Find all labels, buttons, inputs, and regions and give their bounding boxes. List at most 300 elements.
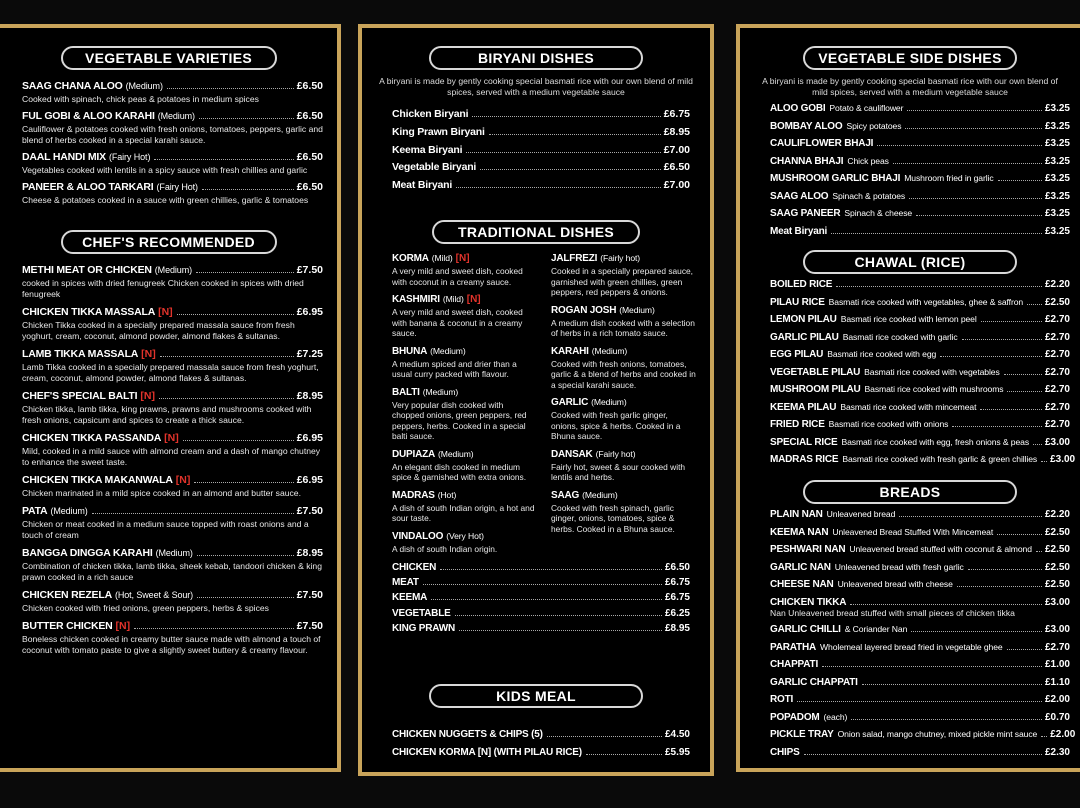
menu-item-price: £2.20 [1044,509,1070,520]
dot-leader [909,198,1042,199]
menu-item-note: Basmati rice cooked with egg, fresh onions & peas [841,436,1030,447]
menu-item [392,590,690,605]
menu-item [392,606,690,621]
dot-leader [968,569,1042,570]
dish-description: Cooked with fresh spinach, garlic ginger, onions, tomatoes, spice & herbs. Cooked in a Bhuna sauce. [551,502,675,534]
menu-item [770,153,1070,171]
menu-item-description: Nan Unleavened bread stuffed with small pieces of chicken tikka [770,608,1015,618]
dish-description: Cooked with fresh onions, tomatoes, garlic & a blend of herbs and cooked in a special karahi sauce. [551,358,696,390]
dot-leader [154,159,293,160]
menu-item [22,547,323,583]
menu-item-price: £1.00 [1044,659,1070,670]
menu-item-name: BUTTER CHICKEN [22,620,113,632]
menu-item-row [770,188,1070,206]
menu-item-note: (Medium) [154,265,192,275]
menu-item-name: KEEMA [392,592,428,604]
dish-item [551,304,696,339]
dish-note: (Medium) [591,397,627,407]
dish-note: (Medium) [438,448,474,459]
dish-description: Cooked in a specially prepared sauce, garnished with green chillies, green peppers, red peppers & onions. [551,266,693,297]
dot-leader [177,314,294,315]
menu-item-price: £6.50 [296,80,323,92]
dot-leader [1007,649,1042,650]
menu-item-price: £8.95 [296,547,323,559]
menu-item-price: £6.75 [664,592,690,604]
menu-item [392,159,690,177]
menu-item-description: Chicken tikka, lamb tikka, king prawns, prawns and mushrooms cooked with fresh onions, capsicum and spices to create a thick sauce. [22,404,312,425]
menu-item-row [770,100,1070,118]
menu-item-price: £7.50 [296,620,323,632]
section-heading: VEGETABLE VARIETIES [61,46,277,70]
menu-item [392,106,690,124]
menu-item-price: £2.20 [1044,279,1070,290]
menu-item [22,110,323,146]
menu-item [770,223,1070,241]
menu-item-row [770,726,1076,744]
menu-item [770,744,1070,762]
menu-item-name: SAAG PANEER [770,208,841,219]
menu-item [22,432,323,468]
menu-item-row [22,390,323,403]
dot-leader [197,597,294,598]
section-breads [740,480,1080,761]
dish-note: (Hot) [437,489,457,500]
dot-leader [167,88,294,89]
menu-item-price: £3.00 [1044,436,1070,448]
dish-description: Very popular dish cooked with chopped onions, green peppers, red peppers, herbs. Cooked in a special balti sauce. [392,399,527,441]
menu-item-row [770,506,1070,524]
section-biryani [362,46,710,195]
dot-leader [456,187,661,188]
section-heading: CHAWAL (RICE) [803,250,1017,274]
menu-item-name: CHEF'S SPECIAL BALTI [22,390,138,402]
menu-item-name: BOILED RICE [770,279,833,290]
menu-item-name: GARLIC NAN [770,561,831,573]
menu-panel-right [736,24,1080,772]
menu-item-note: Unleavened bread with cheese [837,579,953,589]
dish-name: MADRAS [392,489,435,501]
menu-panel-left [0,24,341,772]
menu-item-price: £2.30 [1044,746,1070,758]
menu-item-description: Chicken cooked with fried onions, green peppers, herbs & spices [22,603,269,613]
menu-item-name: GARLIC PILAU [770,331,839,343]
section-heading: KIDS MEAL [429,684,643,708]
dish-item-row [392,448,537,461]
menu-item [22,264,323,300]
menu-item-price: £3.25 [1044,190,1070,202]
menu-item-name: LAMB TIKKA MASSALA [22,348,139,360]
menu-item [770,276,1070,294]
menu-item-row [392,177,690,195]
dot-leader [911,631,1042,632]
dot-leader [797,701,1042,702]
menu-item-note: Basmati rice cooked with garlic [842,331,958,342]
menu-item [770,621,1070,639]
menu-item-name: EGG PILAU [770,349,824,360]
dish-note: (Very Hot) [446,530,484,541]
menu-item-note: Spinach & potatoes [832,190,906,201]
menu-item [392,177,690,195]
dot-leader [899,516,1042,517]
menu-item-note: Unleavened bread [826,509,896,519]
menu-item-price: £6.50 [296,181,323,193]
menu-item-row [770,656,1070,674]
dish-item [551,489,696,535]
menu-item-name: PILAU RICE [770,296,825,308]
section-kids-meal [362,684,710,762]
menu-item-row [770,223,1070,241]
menu-item-note: Basmati rice cooked with onions [828,419,949,429]
menu-item-description: Lamb Tikka cooked in a specially prepared massala sauce from fresh yoghurt, cream, coconut, almond powder, almond flakes & sultanas. [22,362,319,383]
dot-leader [183,440,294,441]
menu-item [770,100,1070,118]
dish-description: Cooked with fresh garlic ginger, onions, spice & herbs. Cooked in a Bhuna sauce. [551,410,681,441]
menu-item-row [22,151,323,164]
menu-item-row [392,159,690,177]
menu-item-price: £2.50 [1044,579,1070,590]
dish-note: (Fairly hot) [595,448,636,459]
menu-item-price: £6.50 [296,110,323,122]
menu-item-name: Chicken Biryani [392,108,469,120]
menu-item-row [22,620,323,633]
dish-note: (Medium) [619,304,655,315]
menu-item-note: Spinach & cheese [844,208,913,218]
menu-item-price: £3.00 [1044,624,1070,635]
menu-item-row [770,346,1070,364]
menu-item-price: £3.25 [1044,120,1070,132]
section-intro: A biryani is made by gently cooking special basmati rice with our own blend of mild spices, served with a medium vegetable sauce [379,76,693,97]
dot-leader [851,719,1042,720]
dish-item-row [392,489,537,502]
menu-item-row [770,691,1070,709]
menu-item-row [770,364,1070,382]
dot-leader [423,584,662,585]
menu-item-price: £7.25 [296,348,323,360]
menu-item-row [392,142,690,160]
dish-item [392,489,537,524]
dish-item-row [392,386,537,399]
dish-item-row [392,345,537,358]
menu-item-price: £6.95 [296,306,323,318]
dot-leader [472,116,660,117]
menu-item-price: £2.50 [1044,526,1070,538]
menu-item-name: Meat Biryani [770,225,828,237]
dot-leader [831,233,1042,234]
dish-item [392,448,537,483]
dot-leader [905,128,1042,129]
dot-leader [431,599,662,600]
menu-item [770,576,1070,594]
nut-badge: [N] [141,348,156,360]
menu-item-row [770,381,1070,399]
section-rice [740,250,1080,469]
menu-item-name: MEAT [392,577,419,589]
menu-item-name: BOMBAY ALOO [770,120,843,132]
dish-item [551,252,696,298]
menu-item-description: Chicken or meat cooked in a medium sauce topped with roast onions and a touch of cream [22,519,309,540]
dish-description: A dish of south Indian origin, a hot and sour taste. [392,502,535,523]
menu-item-price: £6.25 [664,607,690,619]
menu-item [770,311,1070,329]
menu-item-name: MUSHROOM PILAU [770,384,861,395]
dish-description: An elegant dish cooked in medium spice & garnished with extra onions. [392,461,527,482]
menu-item-price: £2.70 [1044,384,1070,395]
nut-badge: [N] [115,620,131,632]
dot-leader [980,409,1042,410]
menu-item-name: SAAG CHANA ALOO [22,80,123,92]
menu-item-name: MADRAS RICE [770,454,839,465]
menu-item-name: CHIPS [770,746,800,758]
menu-item-description: Vegetables cooked with lentils in a spicy sauce with fresh chillies and garlic [22,165,308,175]
menu-item-row [770,205,1070,223]
dish-item [392,386,537,442]
dish-description: A very mild and sweet dish, cooked with coconut in a creamy sauce. [392,266,523,287]
dish-item [392,252,537,287]
dot-leader [199,118,294,119]
menu-item-row [22,505,323,518]
menu-item-price: £2.70 [1044,401,1070,413]
menu-item-price: £8.95 [664,622,690,634]
menu-item-name: PANEER & ALOO TARKARI [22,181,154,193]
dot-leader [981,321,1042,322]
menu-item-name: GARLIC CHAPPATI [770,676,858,688]
menu-item [22,505,323,541]
menu-item-row [22,306,323,319]
menu-item-description: Chicken Tikka cooked in a specially prepared massala sauce from fresh yoghurt, cream, coconut, almond powder, almond flakes & sultanas. [22,320,295,341]
menu-item-name: CHEESE NAN [770,579,834,590]
dot-leader [134,628,294,629]
menu-item [22,80,323,105]
menu-item-name: PICKLE TRAY [770,729,834,740]
menu-item-price: £6.95 [296,432,323,444]
dot-leader [1033,444,1042,445]
dish-item-row [551,304,696,317]
menu-item-name: CHICKEN TIKKA PASSANDA [22,432,162,444]
section-heading: BIRYANI DISHES [429,46,643,70]
menu-item-note: (Medium) [155,548,193,558]
dish-item-row [551,252,696,265]
menu-item-row [392,575,690,590]
menu-item [392,744,690,762]
menu-item [22,306,323,342]
dish-note: (Mild) [431,253,453,263]
menu-item-price: £8.95 [663,125,690,138]
menu-item-row [770,434,1070,452]
menu-item-row [392,560,690,575]
dish-description: Fairly hot, sweet & sour cooked with lentils and herbs. [551,461,686,482]
section-intro: A biryani is made by gently cooking special basmati rice with our own blend of mild spices, served with a medium vegetable sauce [762,76,1058,97]
menu-item-price: £7.00 [663,143,690,156]
dish-name: VINDALOO [392,530,444,542]
dot-leader [997,534,1042,535]
menu-item-name: POPADOM [770,711,820,723]
menu-item-price: £2.70 [1044,366,1070,378]
dish-item-row [392,530,537,543]
menu-item-price: £2.70 [1044,419,1070,430]
menu-item-row [770,276,1070,294]
menu-item-note: Basmati rice cooked with vegetables [864,366,1000,377]
menu-item-price: £2.70 [1044,349,1070,360]
menu-item-note: (Medium) [157,111,195,121]
menu-item-row [770,559,1070,577]
menu-item-price: £3.25 [1044,155,1070,167]
menu-item [770,329,1070,347]
menu-item-description: Cheese & potatoes cooked in a sauce with green chillies, garlic & tomatoes [22,195,309,205]
menu-item-note: (Hot, Sweet & Sour) [114,590,194,600]
menu-item-row [770,621,1070,639]
menu-item-row [392,621,690,636]
menu-item-name: KEEMA PILAU [770,401,837,413]
dish-name: KASHMIRI [392,294,440,305]
menu-item [770,451,1076,469]
dish-name: KORMA [392,253,429,264]
menu-item-name: CHAPPATI [770,659,819,670]
menu-item-name: PESHWARI NAN [770,544,846,555]
menu-item [22,348,323,384]
menu-item-price: £5.95 [664,747,690,758]
menu-item [22,589,323,614]
menu-item-name: DAAL HANDI MIX [22,151,106,163]
menu-item-description: Combination of chicken tikka, lamb tikka, sheek kebab, tandoori chicken & king prawn cooked in a rich sauce [22,561,322,582]
nut-badge: [N] [455,253,470,264]
menu-item-note: (Fairy Hot) [108,152,151,162]
menu-item-note: Chick peas [847,155,889,166]
menu-item-name: PLAIN NAN [770,509,823,520]
dish-item-row [551,448,696,461]
menu-item [770,691,1070,709]
nut-badge: [N] [140,390,155,402]
dot-leader [159,398,294,399]
menu-item [770,381,1070,399]
menu-item-name: LEMON PILAU [770,314,837,325]
menu-item-price: £6.50 [296,151,323,163]
menu-item-description: Chicken marinated in a mild spice cooked in an almond and butter sauce. [22,488,301,498]
menu-item [770,135,1070,153]
menu-item [770,709,1070,727]
menu-item-row [770,451,1076,469]
menu-item-note: Basmati rice cooked with mincemeat [840,401,977,412]
section-heading: CHEF'S RECOMMENDED [61,230,277,254]
menu-item-name: KING PRAWN [392,622,456,634]
dish-item-row [392,252,537,265]
menu-item [770,639,1070,657]
menu-item-row [770,118,1070,136]
dish-name: BALTI [392,386,420,398]
menu-item-row [770,744,1070,762]
menu-item-note: Spicy potatoes [846,120,902,131]
menu-item-row [770,674,1070,692]
dish-description: A medium spiced and drier than a usual curry packed with flavour. [392,358,517,379]
menu-item-price: £2.70 [1044,314,1070,325]
dot-leader [466,152,660,153]
menu-item-name: CHICKEN NUGGETS & CHIPS (5) [392,729,543,740]
dish-note: (Medium) [430,345,466,356]
menu-item-price: £7.50 [296,589,323,601]
menu-item-price: £4.50 [664,729,690,740]
menu-item-row [392,106,690,124]
dot-leader [893,163,1042,164]
menu-item-note: & Coriander Nan [844,624,908,634]
menu-item-price: £6.75 [663,108,690,120]
menu-item-price: £3.25 [1044,103,1070,114]
menu-item-note: Onion salad, mango chutney, mixed pickle mint sauce [837,729,1038,739]
dot-leader [455,615,662,616]
menu-item-price: £3.00 [1044,596,1070,608]
dish-name: BHUNA [392,345,428,357]
menu-item-price: £7.50 [296,264,323,276]
menu-item [770,118,1070,136]
menu-item-price: £7.00 [663,179,690,192]
menu-item-price: £7.50 [296,505,323,517]
menu-item-note: Basmati rice cooked with mushrooms [864,384,1004,394]
dish-note: (Medium) [422,386,459,397]
menu-item-note: Basmati rice cooked with egg [827,349,937,359]
dish-name: DUPIAZA [392,448,436,460]
section-heading: BREADS [803,480,1017,504]
dish-name: DANSAK [551,448,593,460]
menu-item [22,151,323,176]
dish-name: SAAG [551,489,580,501]
menu-item-note: Wholemeal layered bread fried in vegetable ghee [820,641,1003,652]
menu-item-name: ALOO GOBI [770,103,826,114]
menu-item-name: VEGETABLE PILAU [770,366,861,378]
menu-item-name: CHICKEN [392,562,437,573]
dot-leader [459,630,662,631]
menu-item [392,575,690,590]
dot-leader [822,666,1042,667]
dot-leader [1036,551,1042,552]
menu-item-price: £3.00 [1050,454,1076,465]
menu-item [770,674,1070,692]
dish-item [551,396,696,442]
menu-item-row [770,311,1070,329]
dot-leader [957,586,1042,587]
menu-item-row [22,474,323,487]
menu-item-row [770,294,1070,312]
menu-item-price: £2.70 [1044,331,1070,343]
menu-panel-middle [358,24,714,776]
menu-item-row [22,110,323,123]
dish-note: (Medium) [591,345,628,356]
menu-item-note: Basmati rice cooked with lemon peel [840,314,977,324]
dish-item [551,448,696,483]
menu-item-name: SPECIAL RICE [770,436,838,448]
dot-leader [1004,374,1042,375]
dish-item-row [551,345,696,358]
menu-item-note: (Medium) [50,506,88,516]
section-heading: VEGETABLE SIDE DISHES [803,46,1017,70]
menu-item [770,656,1070,674]
dish-name: GARLIC [551,397,589,408]
dot-leader [489,134,661,135]
menu-item-description: Cauliflower & potatoes cooked with fresh onions, tomatoes, peppers, garlic and blend of herbs cooked in a special karahi sauce. [22,124,323,145]
dot-leader [547,736,662,737]
dot-leader [586,754,662,755]
menu-item [770,364,1070,382]
menu-item-name: BANGGA DINGGA KARAHI [22,547,153,559]
dot-leader [877,145,1042,146]
menu-item-note: (each) [823,711,848,722]
dot-leader [1007,391,1042,392]
menu-item-price: £0.70 [1044,711,1070,723]
dot-leader [836,286,1042,287]
dot-leader [998,180,1042,181]
menu-item-note: (Fairy Hot) [156,182,198,192]
menu-item-name: CHICKEN TIKKA MASSALA [22,306,156,318]
menu-item-row [392,124,690,142]
menu-item [770,399,1070,417]
menu-item-price: £2.00 [1050,729,1076,740]
